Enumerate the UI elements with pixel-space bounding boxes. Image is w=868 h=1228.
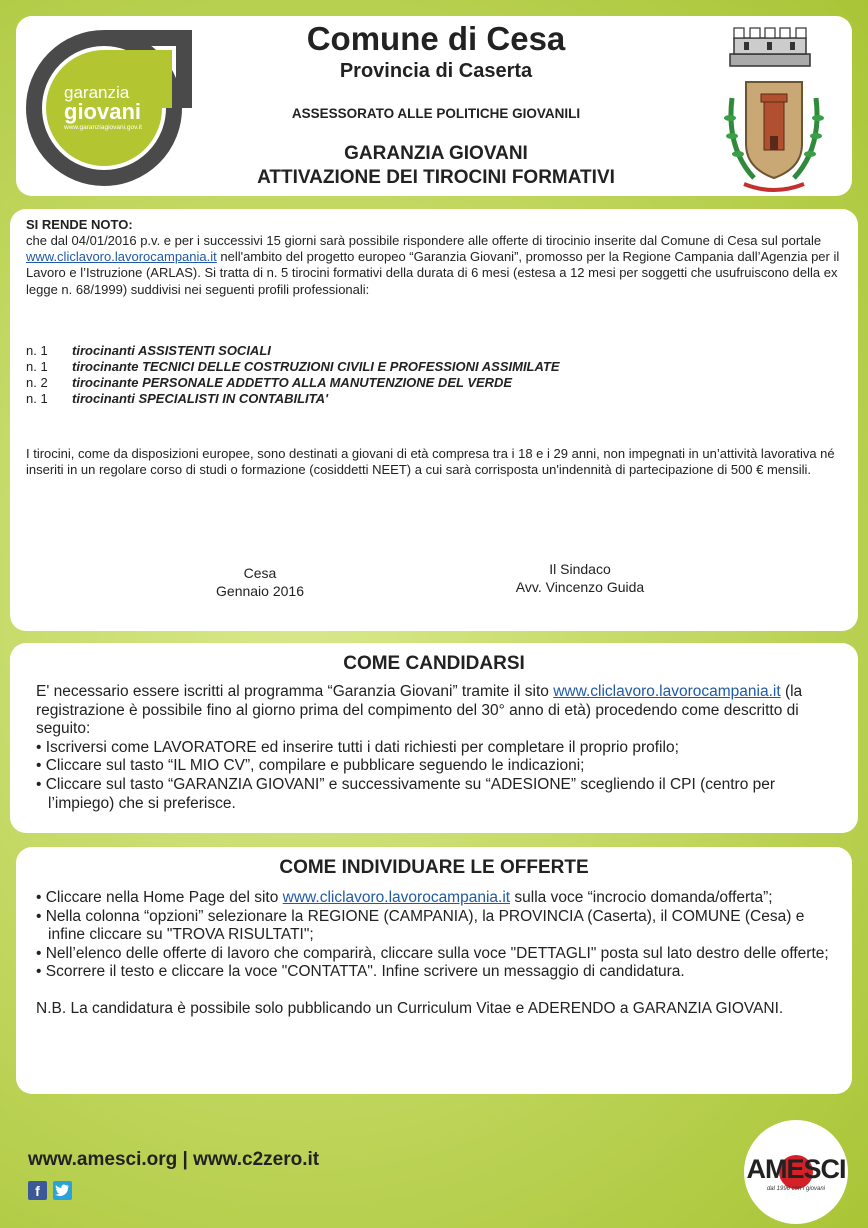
notice-text-a: che dal 04/01/2016 p.v. e per i successivi 15 giorni sarà possibile rispondere alle offerte di tirocinio inserite dal Comune di Cesa sul portale — [26, 233, 822, 248]
logo-site: www.garanziagiovani.gov.it — [64, 124, 142, 131]
how-to-apply-title: COME CANDIDARSI — [343, 653, 525, 674]
profile-description: tirocinante TECNICI DELLE COSTRUZIONI CIVILI E PROFESSIONI ASSIMILATE — [72, 359, 560, 374]
step1-text-a: • Cliccare nella Home Page del sito — [36, 889, 283, 906]
list-item: • Scorrere il testo e cliccare la voce "CONTATTA". Infine scrivere un messaggio di candidatura. — [36, 963, 685, 981]
notice-panel — [10, 209, 858, 631]
how-to-apply-body — [36, 683, 841, 813]
find-offers-title: COME INDIVIDUARE LE OFFERTE — [279, 857, 589, 878]
list-item — [36, 889, 841, 908]
coat-of-arms-icon — [724, 78, 824, 196]
twitter-icon[interactable] — [53, 1181, 72, 1200]
heading-line1: GARANZIA GIOVANI — [344, 143, 528, 164]
amesci-logo — [744, 1120, 848, 1224]
profile-count: n. 1 — [26, 343, 48, 358]
list-item: • Iscriversi come LAVORATORE ed inserire tutti i dati richiesti per completare il proprio profilo; — [36, 738, 679, 756]
signature-mayor — [490, 560, 670, 596]
profile-description: tirocinante PERSONALE ADDETTO ALLA MANUTENZIONE DEL VERDE — [72, 375, 513, 390]
list-item: • Cliccare sul tasto “GARANZIA GIOVANI” e successivamente su “ADESIONE” scegliendo il CPI (centro per l’impiego) che si preferisce. — [36, 775, 776, 812]
amesci-logo-name: AMESCI — [746, 1154, 846, 1184]
facebook-icon[interactable]: f — [28, 1181, 47, 1200]
profile-description: tirocinanti ASSISTENTI SOCIALI — [72, 343, 271, 358]
signature-place: Cesa — [243, 565, 277, 581]
amesci-logo-tagline: dal 1996 con i giovani — [766, 1186, 826, 1192]
profile-item — [26, 375, 512, 391]
find-offers-panel — [16, 847, 852, 1094]
step1-text-b: sulla voce “incrocio domanda/offerta”; — [510, 889, 773, 906]
intro-text-a: E' necessario essere iscritti al programma “Garanzia Giovani” tramite il sito — [36, 683, 554, 700]
list-item: • Nell’elenco delle offerte di lavoro che comparirà, cliccare sulla voce "DETTAGLI" posta sul lato destro delle offerte; — [36, 944, 829, 962]
how-to-apply-intro — [36, 683, 841, 739]
mayor-title: Il Sindaco — [549, 561, 611, 577]
profile-item — [26, 359, 560, 375]
logo-line1: garanzia — [64, 83, 130, 102]
notice-text-b: nell'ambito del progetto europeo “Garanzia Giovani”, promosso per la Regione Campania dall’Agenzia per il Lavoro e l’Istruzione (ARLAS). Si tratta di n. 5 tirocini formativi della durata di 6 mesi (estesa a 12 mesi per soggetti che usufruiscono della ex legge n. 68/1999) suddivisi nei seguenti profili professionali: — [26, 249, 840, 297]
page-subtitle: Provincia di Caserta — [339, 60, 533, 82]
profile-description: tirocinanti SPECIALISTI IN CONTABILITA' — [72, 391, 329, 406]
notice-paragraph — [26, 233, 848, 298]
signature-date: Gennaio 2016 — [216, 583, 304, 599]
spacer — [36, 982, 841, 1000]
note: N.B. La candidatura è possibile solo pubblicando un Curriculum Vitae e ADERENDO a GARANZIA GIOVANI. — [36, 999, 784, 1017]
intro-text-b: (la registrazione è possibile fino al giorno prima del compimento del 30° anno di età) procedendo come descritto di seguito: — [36, 683, 803, 738]
page-title: Comune di Cesa — [306, 20, 566, 57]
header-panel — [16, 16, 852, 196]
profile-item — [26, 343, 271, 359]
logo-line2: giovani — [64, 99, 142, 124]
homepage-link[interactable]: www.cliclavoro.lavorocampania.it — [282, 889, 511, 906]
notice-label: SI RENDE NOTO: — [26, 217, 133, 232]
footer-links[interactable]: www.amesci.org | www.c2zero.it — [28, 1149, 320, 1170]
find-offers-body — [36, 889, 841, 1019]
eligibility-paragraph: I tirocini, come da disposizioni europee, sono destinati a giovani di età compresa tra i 18 e i 29 anni, non impegnati in un’attività lavorativa né inseriti in un regolare corso di studi o formazione (cosiddetti NEET) a cui sarà corrisposta un'indennità di partecipazione di 500 € mensili. — [26, 446, 835, 478]
twitter-bird-icon — [55, 1184, 70, 1197]
portal-link[interactable]: www.cliclavoro.lavorocampania.it — [26, 249, 217, 265]
how-to-apply-panel — [10, 643, 858, 833]
profile-count: n. 2 — [26, 375, 48, 390]
profile-item — [26, 391, 328, 407]
garanzia-giovani-logo-text — [64, 84, 164, 132]
signature-place-date — [205, 564, 315, 600]
heading-line2: ATTIVAZIONE DEI TIROCINI FORMATIVI — [257, 167, 615, 188]
crown-icon — [724, 24, 816, 70]
list-item: • Cliccare sul tasto “IL MIO CV”, compilare e pubblicare seguendo le indicazioni; — [36, 757, 585, 775]
profile-count: n. 1 — [26, 391, 48, 406]
profile-count: n. 1 — [26, 359, 48, 374]
mayor-name: Avv. Vincenzo Guida — [515, 579, 645, 595]
registration-link[interactable]: www.cliclavoro.lavorocampania.it — [553, 683, 781, 700]
list-item: • Nella colonna “opzioni” selezionare la REGIONE (CAMPANIA), la PROVINCIA (Caserta), il COMUNE (Cesa) e infine cliccare su "TROVA RISULTATI"; — [36, 907, 805, 944]
department-name: ASSESSORATO ALLE POLITICHE GIOVANILI — [291, 106, 581, 121]
